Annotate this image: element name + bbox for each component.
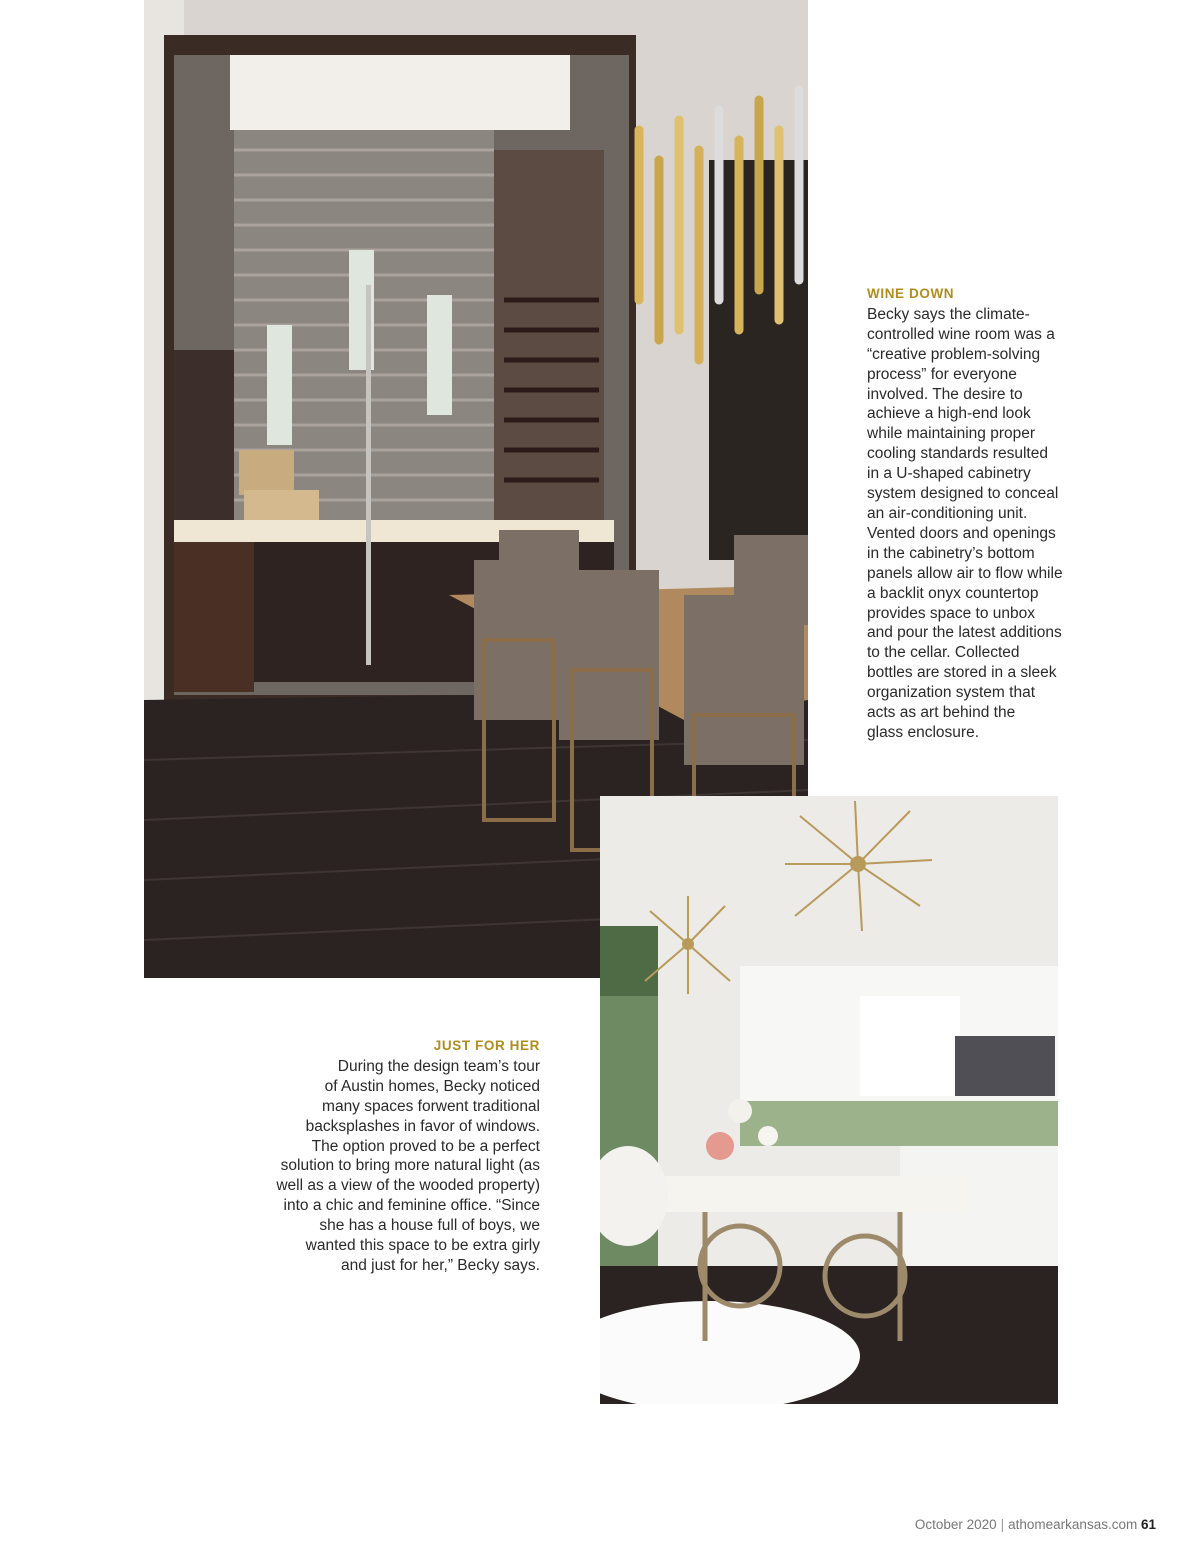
caption-line: bottles are stored in a sleek xyxy=(867,664,1057,682)
caption-line: system designed to conceal xyxy=(867,485,1059,503)
caption-line: “creative problem-solving xyxy=(867,345,1041,363)
caption-line: to the cellar. Collected xyxy=(867,644,1020,662)
page-footer xyxy=(915,1517,1156,1532)
caption-line: of Austin homes, Becky noticed xyxy=(324,1077,540,1095)
caption-line: well as a view of the wooded property) xyxy=(276,1177,540,1195)
caption-line: an air-conditioning unit. xyxy=(867,504,1028,522)
caption-line: while maintaining proper xyxy=(867,425,1036,443)
caption-line: involved. The desire to xyxy=(867,385,1023,403)
caption-line: in a U-shaped cabinetry xyxy=(867,465,1031,483)
just-for-her-caption xyxy=(230,1036,540,1276)
caption-line: achieve a high-end look xyxy=(867,405,1031,423)
caption-line: wanted this space to be extra girly xyxy=(305,1237,540,1255)
caption-line: solution to bring more natural light (as xyxy=(280,1157,540,1175)
caption-line: glass enclosure. xyxy=(867,723,980,741)
caption-line: controlled wine room was a xyxy=(867,325,1055,343)
caption-line: a backlit onyx countertop xyxy=(867,584,1039,602)
caption-line: The option proved to be a perfect xyxy=(311,1137,540,1155)
caption-line: and just for her,” Becky says. xyxy=(340,1256,540,1274)
caption-line: organization system that xyxy=(867,684,1036,702)
footer-separator: | xyxy=(1000,1517,1005,1532)
office-photo xyxy=(600,796,1058,1404)
caption-line: in the cabinetry’s bottom xyxy=(867,544,1035,562)
caption-line: backsplashes in favor of windows. xyxy=(305,1117,540,1135)
caption-line: acts as art behind the xyxy=(867,704,1016,722)
caption-line: provides space to unbox xyxy=(867,604,1036,622)
just-for-her-heading: JUST FOR HER xyxy=(433,1038,540,1053)
caption-line: and pour the latest additions xyxy=(867,624,1062,642)
caption-line: Becky says the climate- xyxy=(867,305,1030,323)
wine-down-caption xyxy=(867,284,1187,743)
issue-date: October 2020 xyxy=(914,1517,997,1532)
website: athomearkansas.com xyxy=(1008,1517,1138,1532)
caption-line: she has a house full of boys, we xyxy=(319,1217,540,1235)
page-number: 61 xyxy=(1140,1517,1156,1532)
caption-line: panels allow air to flow while xyxy=(867,564,1063,582)
caption-line: process” for everyone xyxy=(867,365,1017,383)
caption-line: During the design team’s tour xyxy=(337,1057,540,1075)
caption-line: Vented doors and openings xyxy=(867,524,1056,542)
caption-line: many spaces forwent traditional xyxy=(322,1097,540,1115)
caption-line: cooling standards resulted xyxy=(867,445,1048,463)
caption-line: into a chic and feminine office. “Since xyxy=(283,1197,540,1215)
wine-down-heading: WINE DOWN xyxy=(867,286,955,301)
